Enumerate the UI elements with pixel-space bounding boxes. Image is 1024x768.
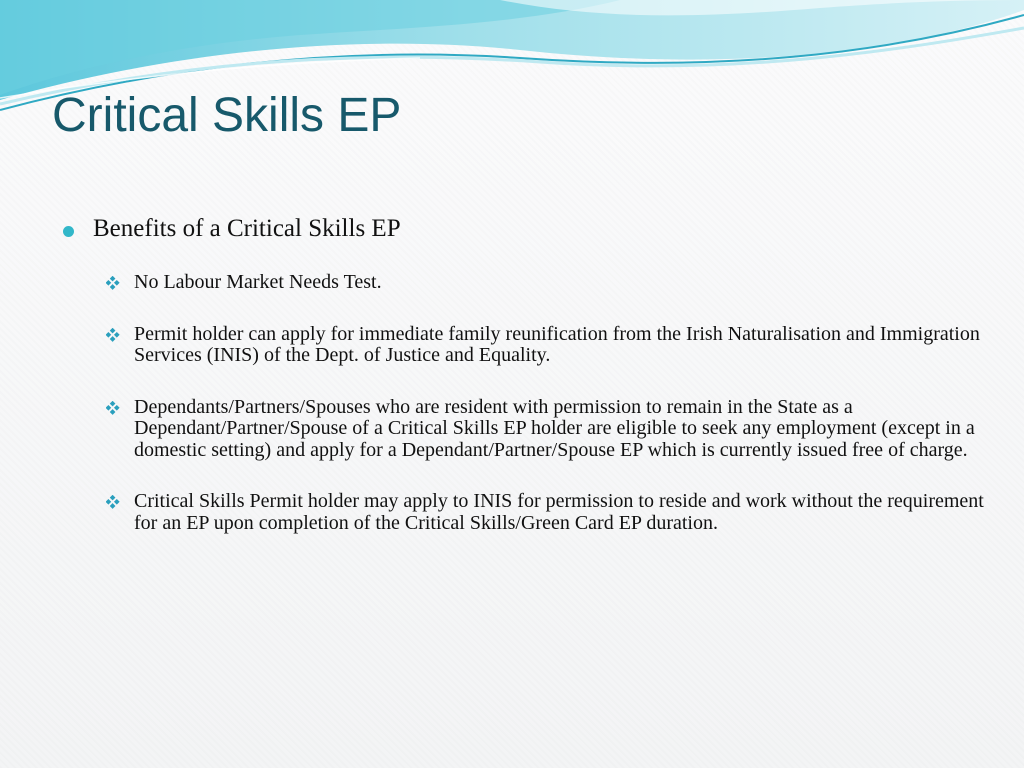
round-bullet-icon	[63, 226, 74, 237]
diamond-bullet-icon	[106, 328, 120, 342]
diamond-bullet-icon	[106, 495, 120, 509]
slide-title: Critical Skills EP	[52, 89, 402, 142]
list-item	[106, 272, 986, 294]
main-bullet	[60, 214, 980, 244]
sub-bullet-list	[106, 272, 986, 564]
list-item	[106, 324, 986, 367]
list-item-text: Critical Skills Permit holder may apply to INIS for permission to reside and work without the requirement for an EP upon completion of the Critical Skills/Green Card EP duration.	[134, 490, 984, 534]
list-item-text: Permit holder can apply for immediate family reunification from the Irish Naturalisation and Immigration Services (INIS) of the Dept. of Justice and Equality.	[134, 322, 980, 366]
diamond-bullet-icon	[106, 401, 120, 415]
list-item	[106, 397, 986, 462]
content-area	[60, 214, 984, 534]
list-item-text: Dependants/Partners/Spouses who are resident with permission to remain in the State as a Dependant/Partner/Spouse of a Critical Skills EP holder are eligible to seek any employment (except in a domestic setting) and apply for a Dependant/Partner/Spouse EP which is currently issued free of charge.	[134, 395, 975, 461]
main-bullet-text: Benefits of a Critical Skills EP	[93, 215, 401, 242]
list-item-text: No Labour Market Needs Test.	[134, 271, 382, 293]
diamond-bullet-icon	[106, 276, 120, 290]
list-item	[106, 491, 986, 534]
